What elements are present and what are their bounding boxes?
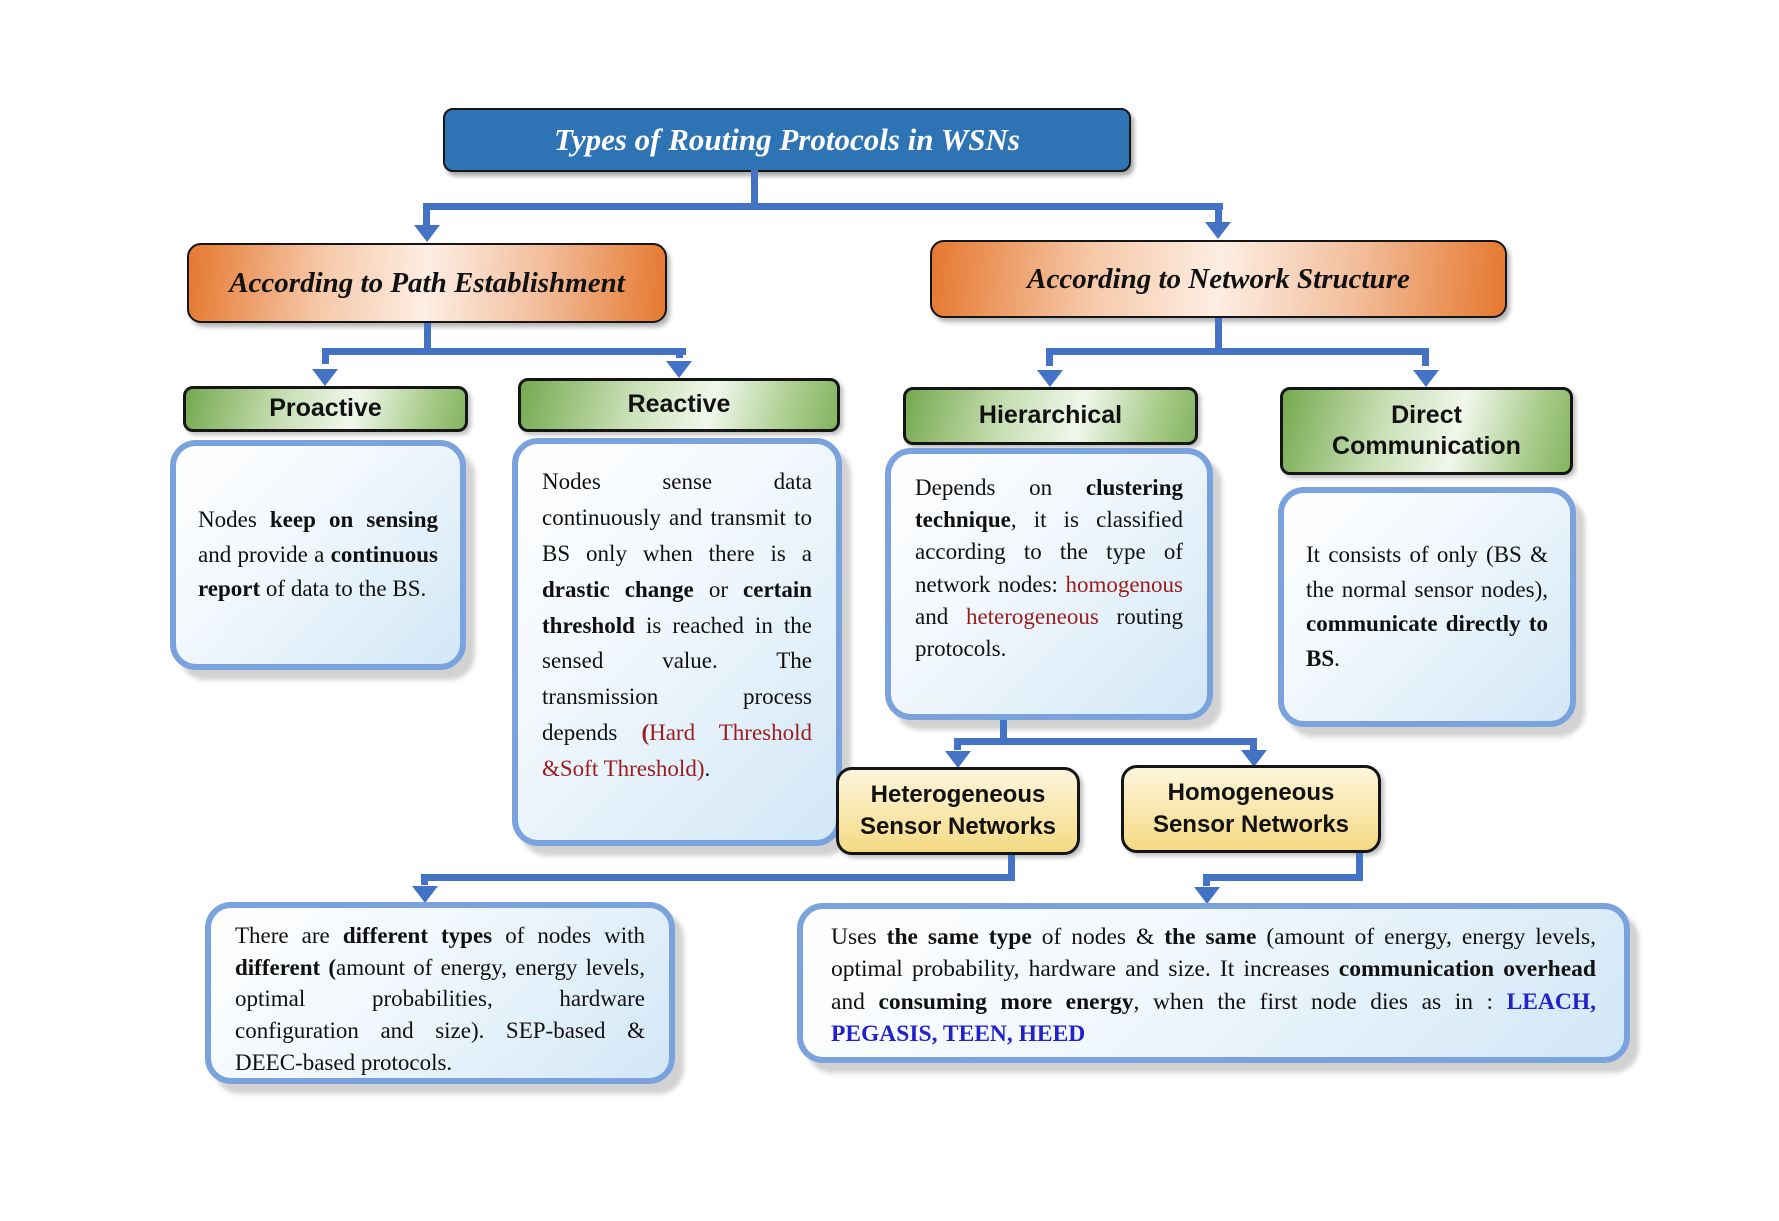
- connector-hierarchical-drop-left: [954, 738, 961, 750]
- arrowhead-to-proactive: [312, 369, 338, 386]
- connector-network-drop-left: [1046, 348, 1053, 366]
- desc-direct-communication: [1278, 487, 1576, 727]
- arrowhead-to-heterogeneous-desc: [412, 886, 438, 903]
- desc-heterogeneous-text: There are different types of nodes with different (amount of energy, energy levels, optimal probabilities, hardware configuration and size). SEP-based & DEEC-based protocols.: [235, 923, 651, 1075]
- desc-proactive: [170, 440, 466, 670]
- desc-homogeneous: [797, 903, 1630, 1063]
- desc-direct-communication-text: It consists of only (BS & the normal sensor nodes), communicate directly to BS.: [1306, 542, 1554, 671]
- category-network-structure-label: According to Network Structure: [1027, 262, 1410, 295]
- arrowhead-to-reactive: [666, 361, 692, 378]
- desc-hierarchical: [885, 448, 1213, 720]
- node-hierarchical-label: Hierarchical: [978, 401, 1123, 430]
- desc-homogeneous-text: Uses the same type of nodes & the same (amount of energy, energy levels, optimal probability, hardware and size. It increases communication overhead and consuming more energy, when the first node dies as in : LEACH, PEGASIS, TEEN, HEED: [831, 924, 1602, 1048]
- connector-title-drop-right: [1215, 203, 1222, 223]
- node-direct-communication-label: Direct Communication: [1332, 400, 1521, 460]
- arrowhead-to-hierarchical: [1037, 370, 1063, 387]
- desc-proactive-text: Nodes keep on sensing and provide a continuous report of data to the BS.: [198, 507, 444, 602]
- desc-heterogeneous: [205, 902, 675, 1084]
- connector-heterogeneous-crossbar: [421, 874, 1015, 881]
- node-reactive-label: Reactive: [627, 390, 731, 419]
- node-hierarchical: [903, 387, 1198, 445]
- connector-path-drop-left: [322, 348, 329, 364]
- arrowhead-to-network-structure: [1205, 222, 1231, 239]
- desc-reactive: [512, 438, 842, 846]
- connector-network-stem: [1215, 318, 1222, 352]
- connector-title-drop-left: [423, 203, 430, 226]
- connector-homogeneous-crossbar: [1203, 874, 1363, 881]
- arrowhead-to-direct-communication: [1413, 370, 1439, 387]
- category-path-establishment-label: According to Path Establishment: [229, 266, 625, 299]
- node-heterogeneous-label: Heterogeneous Sensor Networks: [859, 780, 1057, 840]
- diagram-title: [443, 108, 1131, 172]
- node-reactive: [518, 378, 840, 432]
- desc-reactive-text: Nodes sense data continuously and transmit to BS only when there is a drastic change or certain threshold is reached in the sensed value. The transmission process depends (Hard Threshold &Soft Threshold).: [542, 469, 818, 781]
- node-homogeneous-label: Homogeneous Sensor Networks: [1152, 778, 1350, 838]
- connector-hierarchical-crossbar: [954, 738, 1257, 745]
- connector-network-drop-right: [1422, 348, 1429, 366]
- arrowhead-to-heterogeneous: [945, 751, 971, 768]
- connector-network-crossbar: [1046, 348, 1429, 355]
- arrowhead-to-homogeneous-desc: [1194, 887, 1220, 904]
- diagram-title-label: Types of Routing Protocols in WSNs: [554, 122, 1020, 157]
- connector-title-crossbar: [423, 203, 1223, 210]
- connector-title-stem: [751, 170, 758, 207]
- connector-heterogeneous-drop: [421, 874, 428, 885]
- connector-path-drop-right: [676, 348, 683, 358]
- category-network-structure: [930, 240, 1507, 318]
- connector-hierarchical-drop-right: [1250, 738, 1257, 750]
- node-proactive-label: Proactive: [269, 394, 382, 423]
- node-proactive: [183, 386, 468, 432]
- arrowhead-to-path-establishment: [414, 225, 440, 242]
- node-homogeneous-sensor-networks: [1121, 765, 1381, 853]
- desc-hierarchical-text: Depends on clustering technique, it is classified according to the type of network nodes: homogenous and heterogeneous routing protocols.: [915, 475, 1189, 661]
- node-direct-communication: [1280, 387, 1573, 475]
- connector-path-crossbar: [322, 348, 686, 355]
- connector-homogeneous-drop: [1203, 874, 1210, 886]
- node-heterogeneous-sensor-networks: [836, 767, 1080, 855]
- category-path-establishment: [187, 243, 667, 323]
